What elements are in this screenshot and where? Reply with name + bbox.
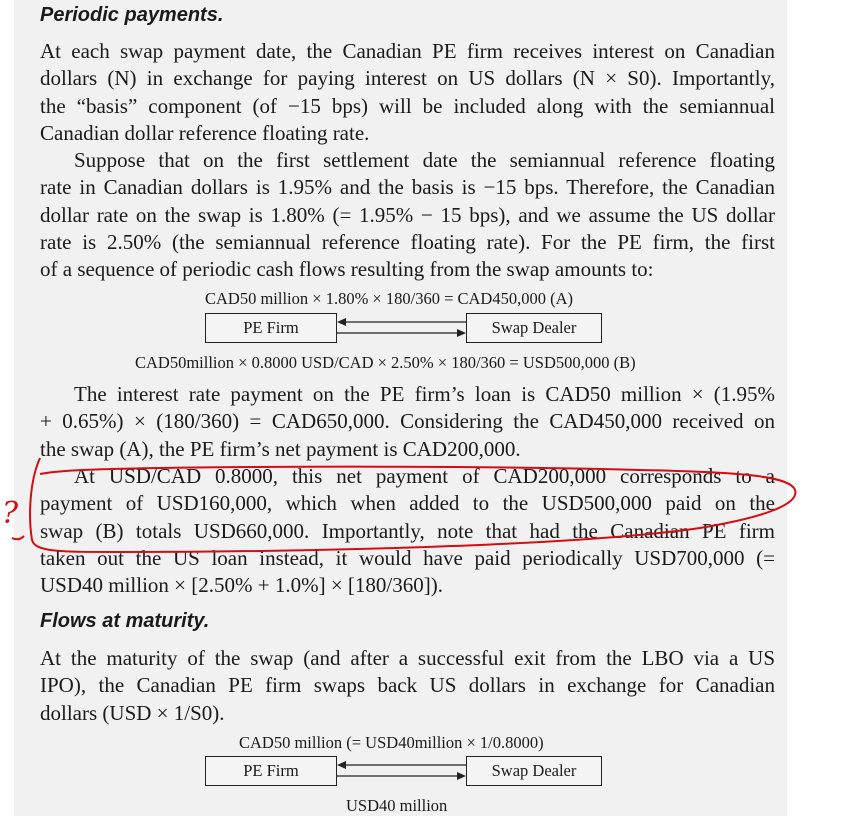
diagram1-top-label: CAD50 million × 1.80% × 180/360 = CAD450,000 (A): [205, 289, 573, 308]
paragraph-5: [40, 645, 775, 727]
diagram2-swap-dealer-box: Swap Dealer: [466, 756, 602, 786]
diagram1-arrows: [337, 313, 467, 343]
paragraph-4-line-5: USD40 million × [2.50% + 1.0%] × [180/360]).: [40, 573, 443, 598]
paragraph-2-line-1: Suppose that on the first settlement date the semiannual reference floating: [74, 148, 775, 172]
paragraph-4-line-4: taken out the US loan instead, it would have paid periodically USD700,000 (=: [40, 545, 775, 570]
paragraph-2-line-3: dollar rate on the swap is 1.80% (= 1.95% − 15 bps), and we assume the US dollar: [40, 202, 775, 227]
diagram2-arrowhead-right: [457, 772, 466, 780]
paragraph-4: [40, 463, 775, 599]
paragraph-5-line-1: At the maturity of the swap (and after a successful exit from the LBO via a US: [40, 646, 775, 670]
paragraph-2-line-2: rate in Canadian dollars is 1.95% and the basis is −15 bps. Therefore, the Canadian: [40, 175, 775, 200]
paragraph-2-line-5: of a sequence of periodic cash flows resulting from the swap amounts to:: [40, 257, 654, 282]
paragraph-1-line-3: the “basis” component (of −15 bps) will be included along with the semiannual: [40, 93, 775, 118]
diagram2-pe-firm-box: PE Firm: [205, 756, 337, 786]
paragraph-2-line-4: rate is 2.50% (the semiannual reference floating rate). For the PE firm, the first: [40, 229, 775, 254]
paragraph-1-line-2: dollars (N) in exchange for paying interest on US dollars (N × S0). Importantly,: [40, 66, 775, 91]
paragraph-3-line-3: the swap (A), the PE firm’s net payment is CAD200,000.: [40, 436, 521, 461]
heading-periodic-payments: Periodic payments.: [40, 4, 224, 26]
diagram1-pe-firm-box: PE Firm: [205, 313, 337, 343]
document-page: [14, 0, 787, 816]
paragraph-3-line-2: + 0.65%) × (180/360) = CAD650,000. Considering the CAD450,000 received on: [40, 409, 775, 434]
diagram1-swap-dealer-box: Swap Dealer: [466, 313, 602, 343]
paragraph-2: [40, 147, 775, 283]
paragraph-3-line-1: The interest rate payment on the PE firm’s loan is CAD50 million × (1.95%: [74, 382, 775, 406]
paragraph-4-line-2: payment of USD160,000, which when added to the USD500,000 paid on the: [40, 491, 775, 516]
paragraph-5-line-3: dollars (USD × 1/S0).: [40, 700, 225, 725]
diagram1-arrowhead-right: [457, 329, 466, 337]
diagram2-top-label: CAD50 million (= USD40million × 1/0.8000): [239, 733, 544, 752]
paragraph-1: [40, 38, 775, 147]
diagram1-arrowhead-left: [337, 318, 346, 326]
annotation-question-mark: ?: [2, 496, 19, 531]
paragraph-1-line-1: At each swap payment date, the Canadian PE firm receives interest on Canadian: [40, 39, 775, 63]
paragraph-4-line-3: swap (B) totals USD660,000. Importantly, note that had the Canadian PE firm: [40, 518, 775, 543]
paragraph-1-line-4: Canadian dollar reference floating rate.: [40, 120, 370, 145]
heading-flows-at-maturity: Flows at maturity.: [40, 610, 210, 632]
diagram2-arrows: [337, 756, 467, 786]
paragraph-5-line-2: IPO), the Canadian PE firm swaps back US dollars in exchange for Canadian: [40, 673, 775, 698]
paragraph-4-line-1: At USD/CAD 0.8000, this net payment of CAD200,000 corresponds to a: [74, 464, 775, 488]
diagram1-bottom-label: CAD50million × 0.8000 USD/CAD × 2.50% × 180/360 = USD500,000 (B): [135, 353, 636, 372]
paragraph-3: [40, 381, 775, 463]
diagram2-bottom-label: USD40 million: [346, 796, 448, 815]
diagram2-arrowhead-left: [337, 761, 346, 769]
